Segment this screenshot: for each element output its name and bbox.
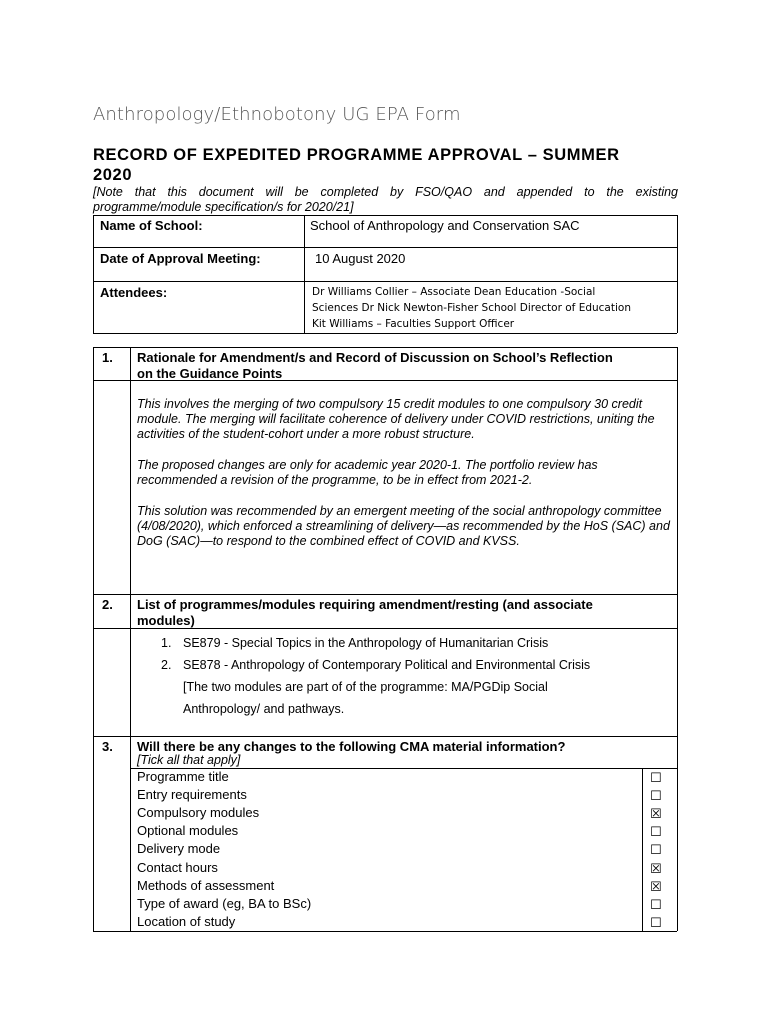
checkbox-compulsory-modules[interactable]: ☒ bbox=[650, 807, 662, 822]
section-1-paragraph-2: The proposed changes are only for academic year 2020-1. The portfolio review has recommended a revision of the programme, to be in effect from 2021-2. bbox=[137, 458, 598, 488]
school-label: Name of School: bbox=[100, 218, 203, 233]
module-note-line-2: Anthropology/ and pathways. bbox=[183, 702, 345, 716]
checkbox-entry-requirements[interactable]: ☐ bbox=[650, 789, 662, 804]
cma-label-methods-of-assessment: Methods of assessment bbox=[137, 878, 275, 893]
checkbox-optional-modules[interactable]: ☐ bbox=[650, 825, 662, 840]
cma-label-compulsory-modules: Compulsory modules bbox=[137, 805, 260, 820]
heading-line-1: RECORD OF EXPEDITED PROGRAMME APPROVAL – SUMMER bbox=[93, 146, 620, 164]
module-item-1-number: 1. bbox=[161, 636, 172, 650]
section-3-title: Will there be any changes to the following CMA material information? bbox=[137, 739, 566, 754]
cma-label-entry-requirements: Entry requirements bbox=[137, 787, 247, 802]
section-1-paragraph-1: This involves the merging of two compulsory 15 credit modules to one compulsory 30 credit module. The merging will facilitate coherence of delivery under COVID restrictions, uniting the activities of the student-cohort under a more robust structure. bbox=[137, 397, 655, 442]
school-value: School of Anthropology and Conservation SAC bbox=[310, 218, 580, 233]
section-2-title-line-1: List of programmes/modules requiring amendment/resting (and associate bbox=[137, 597, 593, 612]
date-value: 10 August 2020 bbox=[315, 251, 406, 266]
section-1-paragraph-3: This solution was recommended by an emergent meeting of the social anthropology committee (4/08/2020), which enforced a streamlining of delivery—as recommended by the HoS (SAC) and DoG (SAC)—to respond to the combined effect of COVID and KVSS. bbox=[137, 504, 670, 549]
module-item-2-text: SE878 - Anthropology of Contemporary Political and Environmental Crisis bbox=[183, 658, 591, 672]
form-note: [Note that this document will be completed by FSO/QAO and appended to the existing programme/module specification/s for 2020/21] bbox=[93, 185, 678, 214]
section-3-subtitle: [Tick all that apply] bbox=[137, 753, 241, 767]
cma-label-contact-hours: Contact hours bbox=[137, 860, 218, 875]
attendees-label: Attendees: bbox=[100, 285, 168, 300]
checkbox-type-of-award[interactable]: ☐ bbox=[650, 898, 662, 913]
module-item-1-text: SE879 - Special Topics in the Anthropology of Humanitarian Crisis bbox=[183, 636, 549, 650]
heading-line-2: 2020 bbox=[93, 166, 133, 184]
cma-label-location-of-study: Location of study bbox=[137, 914, 236, 929]
module-note-line-1: [The two modules are part of of the programme: MA/PGDip Social bbox=[183, 680, 548, 694]
section-2-title-line-2: modules) bbox=[137, 613, 195, 628]
section-1-title-line-1: Rationale for Amendment/s and Record of Discussion on School’s Reflection bbox=[137, 350, 613, 365]
checkbox-delivery-mode[interactable]: ☐ bbox=[650, 843, 662, 858]
checkbox-contact-hours[interactable]: ☒ bbox=[650, 862, 662, 877]
cma-label-optional-modules: Optional modules bbox=[137, 823, 239, 838]
document-title: Anthropology/Ethnobotony UG EPA Form bbox=[93, 104, 461, 125]
section-2-number: 2. bbox=[102, 597, 113, 612]
attendee-line-2: Sciences Dr Nick Newton-Fisher School Director of Education bbox=[312, 302, 631, 314]
module-item-2-number: 2. bbox=[161, 658, 172, 672]
cma-label-programme-title: Programme title bbox=[137, 769, 229, 784]
section-3-number: 3. bbox=[102, 739, 113, 754]
section-1-title-line-2: on the Guidance Points bbox=[137, 366, 283, 381]
section-1-number: 1. bbox=[102, 350, 113, 365]
cma-label-delivery-mode: Delivery mode bbox=[137, 841, 221, 856]
attendee-line-1: Dr Williams Collier – Associate Dean Education -Social bbox=[312, 286, 596, 298]
attendee-line-3: Kit Williams – Faculties Support Officer bbox=[312, 318, 515, 330]
checkbox-methods-of-assessment[interactable]: ☒ bbox=[650, 880, 662, 895]
form-heading bbox=[93, 145, 678, 185]
checkbox-programme-title[interactable]: ☐ bbox=[650, 771, 662, 786]
checkbox-location-of-study[interactable]: ☐ bbox=[650, 916, 662, 931]
cma-label-type-of-award: Type of award (eg, BA to BSc) bbox=[137, 896, 312, 911]
date-label: Date of Approval Meeting: bbox=[100, 251, 261, 266]
